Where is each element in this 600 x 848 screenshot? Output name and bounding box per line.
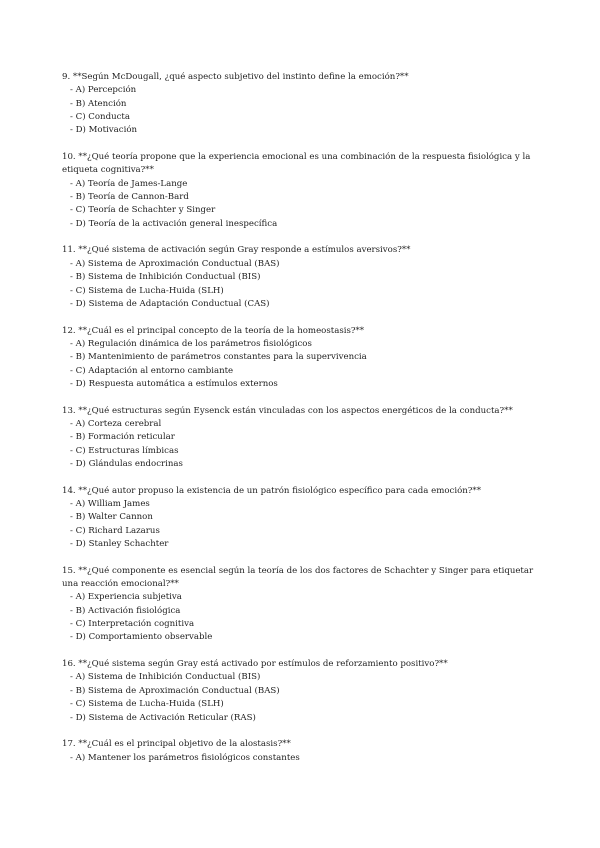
question-title: 12. **¿Cuál es el principal concepto de la teoría de la homeostasis?** (62, 325, 365, 336)
question-block (62, 325, 542, 392)
question-block (62, 485, 542, 552)
question-title: 17. **¿Cuál es el principal objetivo de la alostasis?** (62, 739, 291, 750)
answer-option: - A) Teoría de James-Lange (70, 178, 188, 189)
answer-option: - A) Percepción (70, 85, 137, 96)
answer-option: - A) Mantener los parámetros fisiológicos constantes (70, 752, 300, 763)
question-title: 14. **¿Qué autor propuso la existencia de un patrón fisiológico específico para cada emoción?** (62, 485, 481, 496)
answer-option: - C) Teoría de Schachter y Singer (70, 205, 216, 216)
answer-option: - A) Corteza cerebral (70, 418, 162, 429)
question-title: 11. **¿Qué sistema de activación según Gray responde a estímulos aversivos?** (62, 245, 411, 256)
answer-option: - D) Glándulas endocrinas (70, 458, 183, 469)
answer-option: - B) Walter Cannon (70, 512, 153, 523)
question-block (62, 244, 542, 311)
answer-option: - D) Motivación (70, 125, 138, 136)
answer-option: - A) William James (70, 499, 150, 509)
answer-option: - D) Comportamiento observable (70, 632, 213, 643)
question-title: 9. **Según McDougall, ¿qué aspecto subjetivo del instinto define la emoción?** (62, 72, 409, 82)
answer-option: - A) Sistema de Inhibición Conductual (BIS) (70, 672, 261, 683)
answer-option: - C) Adaptación al entorno cambiante (70, 365, 234, 376)
answer-option: - C) Sistema de Lucha-Huida (SLH) (70, 285, 224, 296)
answer-option: - B) Teoría de Cannon-Bard (70, 192, 189, 203)
answer-option: - D) Stanley Schachter (70, 539, 169, 550)
answer-option: - A) Experiencia subjetiva (70, 592, 182, 603)
answer-option: - C) Estructuras límbicas (70, 445, 179, 456)
answer-option: - B) Activación fisiológica (70, 605, 181, 616)
question-block (62, 738, 542, 765)
answer-option: - B) Atención (70, 98, 127, 109)
answer-option: - B) Sistema de Aproximación Conductual (BAS) (70, 685, 280, 696)
answer-option: - B) Formación reticular (70, 432, 175, 443)
question-block (62, 151, 542, 231)
answer-option: - D) Sistema de Adaptación Conductual (CAS) (70, 298, 270, 309)
answer-option: - B) Mantenimiento de parámetros constantes para la supervivencia (70, 352, 367, 363)
question-block (62, 658, 542, 725)
answer-option: - B) Sistema de Inhibición Conductual (BIS) (70, 272, 261, 283)
question-title: 10. **¿Qué teoría propone que la experiencia emocional es una combinación de la respuesta fisiológica y la etiqueta cognitiva?** (62, 152, 531, 176)
question-title: 16. **¿Qué sistema según Gray está activado por estímulos de reforzamiento positivo?** (62, 659, 448, 670)
question-title: 15. **¿Qué componente es esencial según la teoría de los dos factores de Schachter y Singer para etiquetar una reacción emocional?** (62, 565, 534, 590)
answer-option: - D) Respuesta automática a estímulos externos (70, 378, 278, 389)
answer-option: - C) Richard Lazarus (70, 525, 160, 536)
question-block (62, 565, 542, 645)
question-title: 13. **¿Qué estructuras según Eysenck están vinculadas con los aspectos energéticos de la conducta?** (62, 405, 513, 416)
answer-option: - C) Conducta (70, 112, 131, 123)
answer-option: - D) Teoría de la activación general inespecífica (70, 218, 278, 229)
document-page (62, 71, 542, 778)
answer-option: - C) Sistema de Lucha-Huida (SLH) (70, 699, 224, 710)
question-block (62, 405, 542, 472)
answer-option: - D) Sistema de Activación Reticular (RAS) (70, 712, 256, 723)
answer-option: - A) Regulación dinámica de los parámetros fisiológicos (70, 338, 312, 349)
answer-option: - A) Sistema de Aproximación Conductual (BAS) (70, 258, 280, 269)
question-block (62, 71, 542, 138)
answer-option: - C) Interpretación cognitiva (70, 619, 195, 630)
